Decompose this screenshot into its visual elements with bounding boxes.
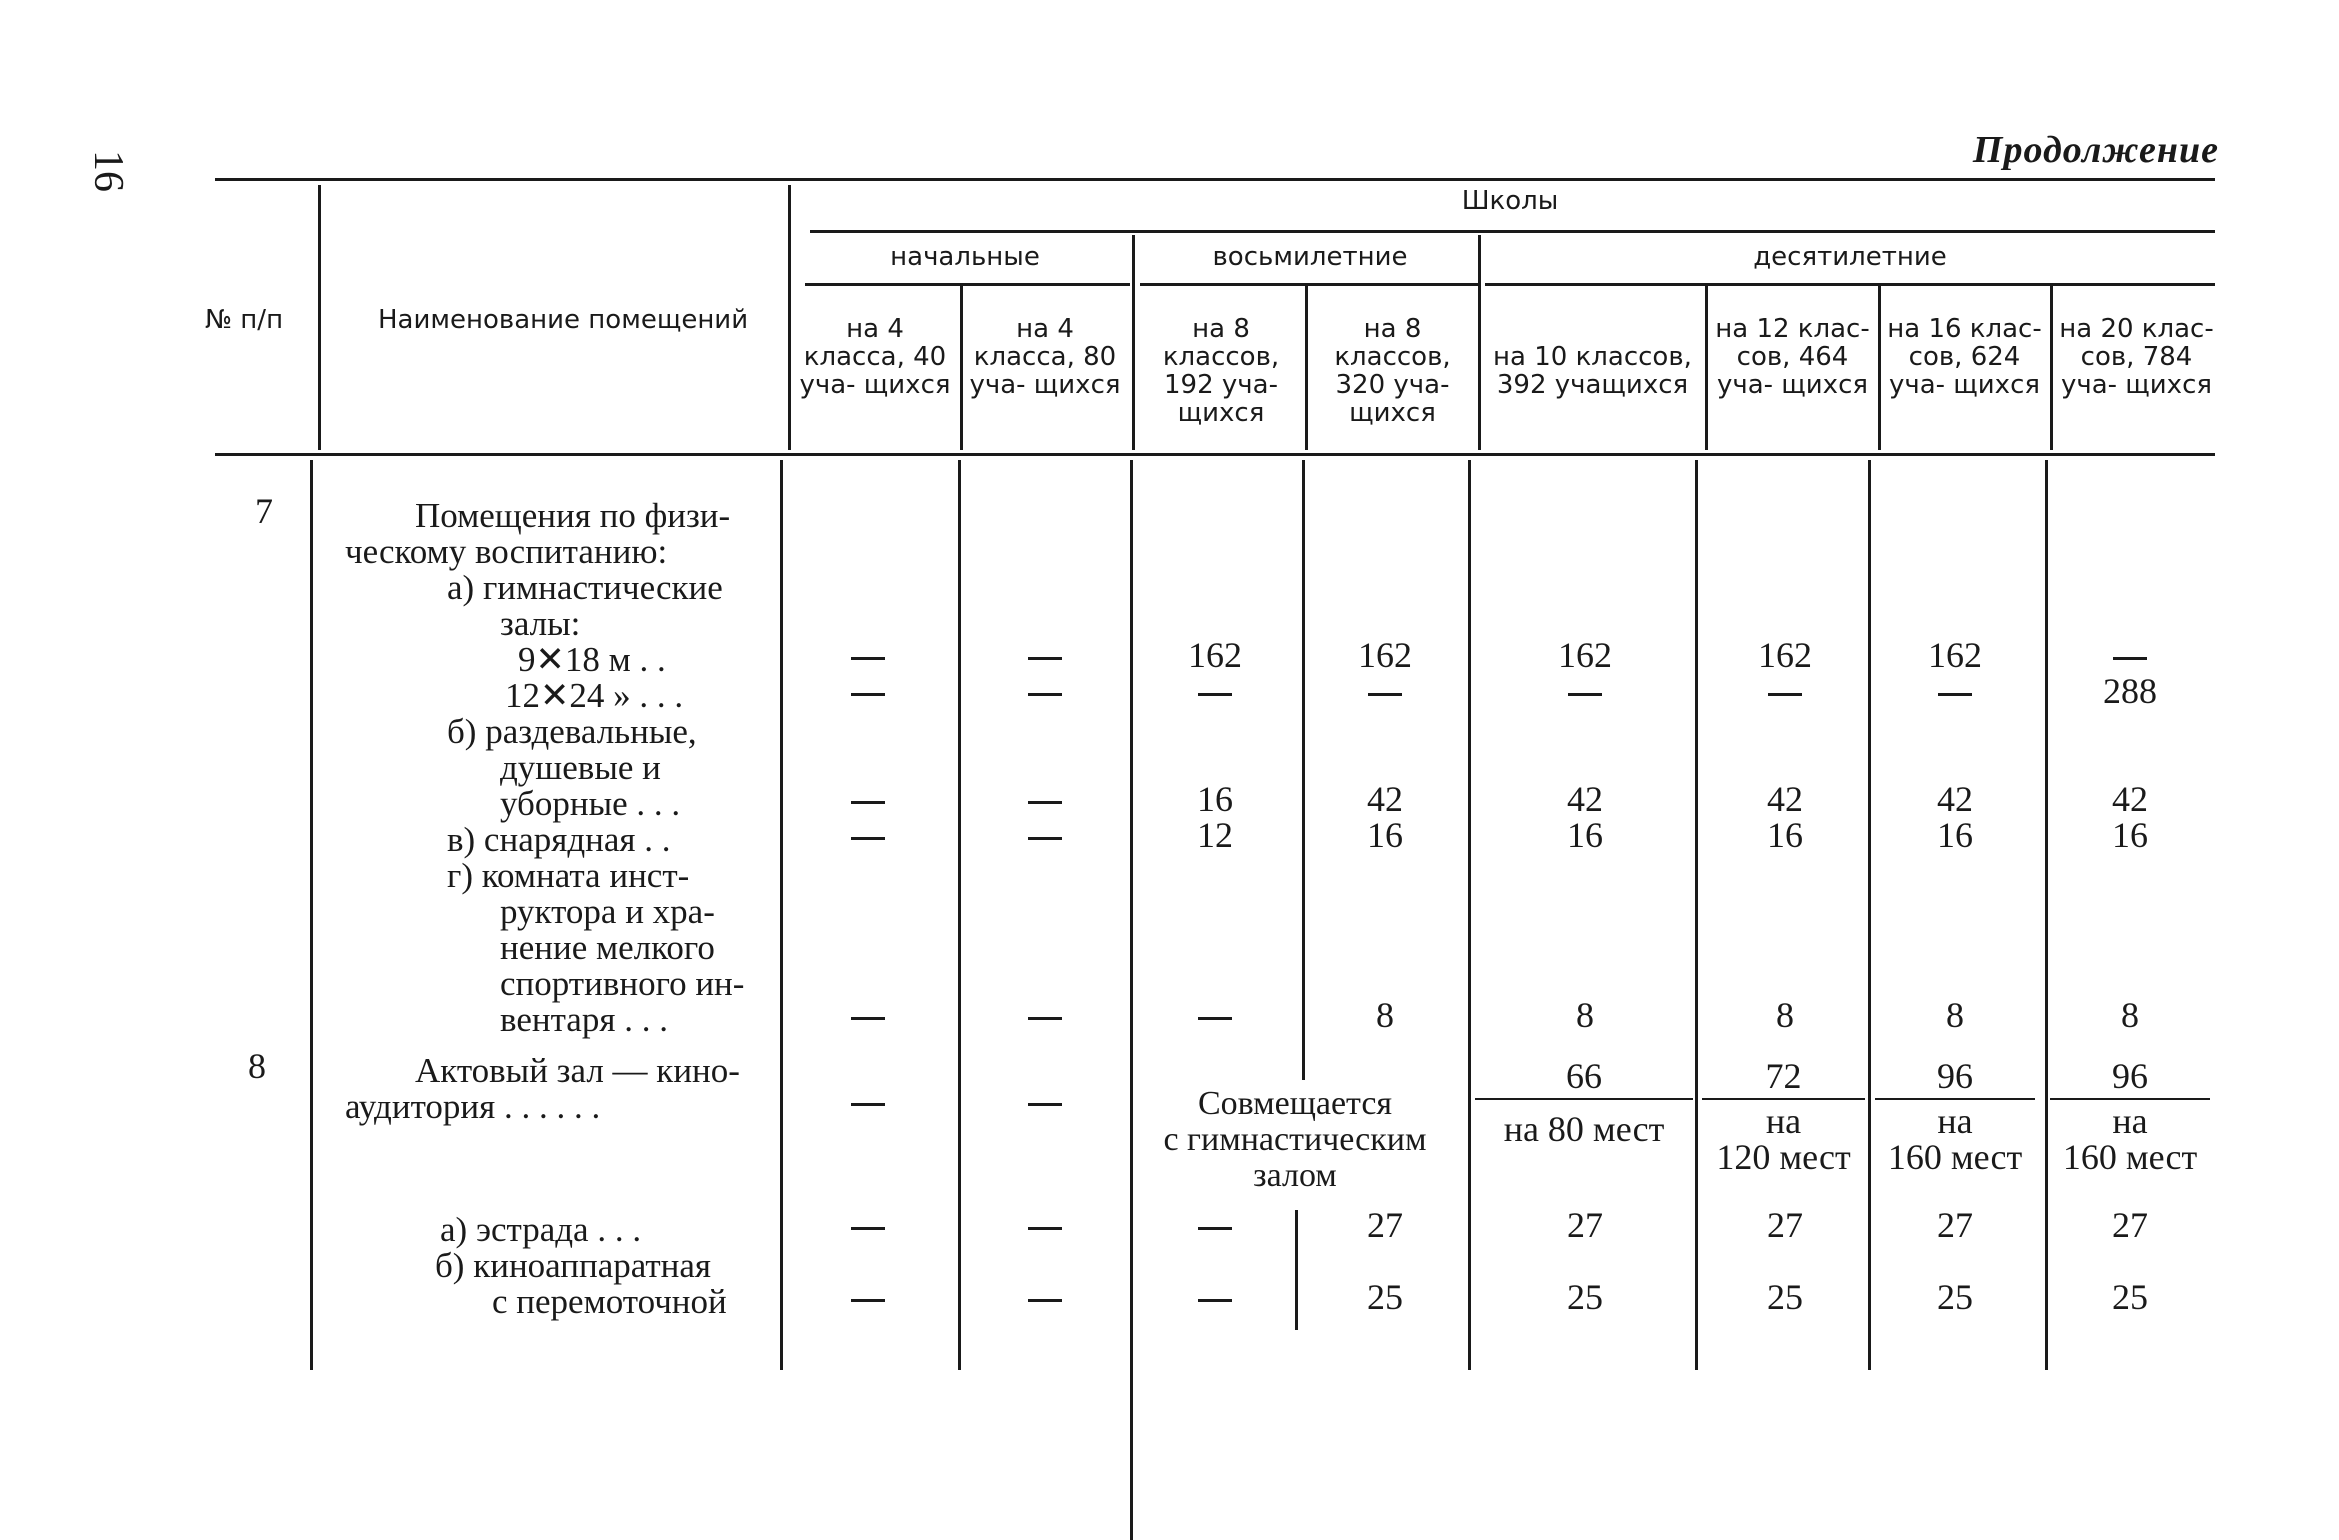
col-header-5: на 10 классов, 392 учащихся xyxy=(1493,342,1692,400)
row-7-name-2: ческому воспитанию: xyxy=(345,532,668,571)
r8-bottom-4b: 160 мест xyxy=(2062,1137,2198,1177)
r8b-cell-7: 25 xyxy=(1937,1277,1973,1317)
col-header-3: на 8 классов, 192 уча- щихся xyxy=(1162,314,1280,428)
r7g-cell-4: 8 xyxy=(1376,995,1394,1035)
row-7b-label-1: б) раздевальные, xyxy=(447,712,697,751)
name-col-header: Наименование помещений xyxy=(378,305,749,335)
r8-bottom-4a: на xyxy=(2112,1101,2148,1141)
col-line-1b xyxy=(780,460,783,1370)
r8-bottom-2a: на xyxy=(1765,1101,1802,1141)
r7a2-cell-1-dash xyxy=(851,693,885,696)
row-8b-label-2: с перемоточной xyxy=(492,1282,727,1321)
r7a2-cell-2-dash xyxy=(1028,693,1062,696)
r8-combined-3: залом xyxy=(1253,1157,1337,1194)
row-7b-label-2: душевые и xyxy=(500,748,661,787)
r8b-cell-8: 25 xyxy=(2112,1277,2148,1317)
r8a-cell-7: 27 xyxy=(1937,1205,1973,1245)
r7a2-cell-5-dash xyxy=(1568,693,1602,696)
r7v-cell-3: 12 xyxy=(1197,815,1233,855)
r8a-cell-5: 27 xyxy=(1567,1205,1603,1245)
table-top-rule xyxy=(215,178,2215,181)
r7g-cell-1-dash xyxy=(851,1017,885,1020)
r7v-cell-5: 16 xyxy=(1567,815,1603,855)
col-header-1: на 4 класса, 40 уча- щихся xyxy=(799,314,951,400)
r8a-cell-4: 27 xyxy=(1367,1205,1403,1245)
row-7a1-label: 9✕18 м . . xyxy=(518,640,666,679)
r7b-cell-4: 42 xyxy=(1367,779,1403,819)
r8-bottom-1: на 80 мест xyxy=(1503,1109,1665,1149)
r8-combined-2: с гимнастическим xyxy=(1163,1121,1427,1158)
row-8-name-2: аудитория . . . . . . xyxy=(345,1087,601,1126)
r8b-cell-5: 25 xyxy=(1567,1277,1603,1317)
header-bottom-rule xyxy=(215,453,2215,456)
group-rule-3 xyxy=(1485,283,2215,286)
col-line-5b xyxy=(1468,460,1471,1370)
col-line-2 xyxy=(960,285,963,450)
r7g-cell-8: 8 xyxy=(2121,995,2139,1035)
r8a-cell-1-dash xyxy=(851,1227,885,1230)
r8-rule-1 xyxy=(1475,1098,1693,1100)
col-line-0 xyxy=(318,185,321,450)
r8-bottom-2b: 120 мест xyxy=(1716,1137,1851,1177)
group-eight-year: восьмилетние xyxy=(1212,242,1408,272)
r7g-cell-2-dash xyxy=(1028,1017,1062,1020)
r8a-cell-2-dash xyxy=(1028,1227,1062,1230)
col-header-8: на 20 клас- сов, 784 уча- щихся xyxy=(2059,314,2214,400)
r7g-cell-7: 8 xyxy=(1946,995,1964,1035)
row-7-number: 7 xyxy=(255,491,273,531)
col-line-4b xyxy=(1302,460,1305,1080)
col-line-6b xyxy=(1695,460,1698,1370)
r7v-cell-8: 16 xyxy=(2112,815,2148,855)
col-line-1 xyxy=(788,185,791,450)
row-7g-label-1: г) комната инст- xyxy=(447,856,690,895)
row-7a-label: а) гимнастические xyxy=(447,568,723,607)
row-7a-label-2: залы: xyxy=(500,604,581,643)
r7a2-cell-4-dash xyxy=(1368,693,1402,696)
r8b-cell-1-dash xyxy=(851,1299,885,1302)
schools-rule xyxy=(810,230,2215,233)
r7b-cell-6: 42 xyxy=(1767,779,1803,819)
col-header-2: на 4 класса, 80 уча- щихся xyxy=(969,314,1121,400)
r7b-cell-8: 42 xyxy=(2112,779,2148,819)
r7a1-cell-1-dash xyxy=(851,657,885,660)
r7a1-cell-2-dash xyxy=(1028,657,1062,660)
r8-top-3: 96 xyxy=(1937,1056,1973,1096)
col-line-2b xyxy=(958,460,961,1370)
r7g-cell-3-dash xyxy=(1198,1017,1232,1020)
col-line-3b xyxy=(1130,460,1133,1540)
r7b-cell-3: 16 xyxy=(1197,779,1233,819)
row-8-name-1: Актовый зал — кино- xyxy=(415,1051,740,1090)
row-7g-label-5: вентаря . . . xyxy=(500,1000,668,1039)
r7a1-cell-3: 162 xyxy=(1188,635,1242,675)
r7a2-cell-3-dash xyxy=(1198,693,1232,696)
row-7-name-1: Помещения по физи- xyxy=(415,496,731,535)
r8-top-4: 96 xyxy=(2112,1056,2148,1096)
r7a2-cell-7-dash xyxy=(1938,693,1972,696)
r7v-cell-2-dash xyxy=(1028,837,1062,840)
r8a-cell-3-dash xyxy=(1198,1227,1232,1230)
row-8b-label-1: б) киноаппаратная xyxy=(435,1246,712,1285)
r7v-cell-7: 16 xyxy=(1937,815,1973,855)
r7v-cell-4: 16 xyxy=(1367,815,1403,855)
group-primary: начальные xyxy=(890,242,1040,272)
r7a1-cell-6: 162 xyxy=(1758,635,1812,675)
r7a2-cell-6-dash xyxy=(1768,693,1802,696)
col-line-0b xyxy=(310,460,313,1370)
col-line-3 xyxy=(1132,235,1135,450)
r7a1-cell-4: 162 xyxy=(1358,635,1412,675)
r8-top-1: 66 xyxy=(1566,1056,1602,1096)
page-number: 16 xyxy=(85,150,131,192)
r7b-cell-7: 42 xyxy=(1937,779,1973,819)
r8b-cell-2-dash xyxy=(1028,1299,1062,1302)
r8-bottom-3a: на xyxy=(1937,1101,1973,1141)
row-7v-label: в) снарядная . . xyxy=(447,820,671,859)
col-line-6 xyxy=(1705,285,1708,450)
group-rule-1 xyxy=(805,283,1130,286)
group-rule-2 xyxy=(1140,283,1480,286)
r8-bottom-3b: 160 мест xyxy=(1887,1137,2023,1177)
row-8a-label: а) эстрада . . . xyxy=(440,1210,642,1249)
row-7g-label-4: спортивного ин- xyxy=(500,964,745,1003)
col-line-8 xyxy=(2050,285,2053,450)
col-header-4: на 8 классов, 320 уча- щихся xyxy=(1334,314,1451,428)
running-head: Продолжение xyxy=(1972,129,2219,171)
r7g-cell-5: 8 xyxy=(1576,995,1594,1035)
r8a-cell-6: 27 xyxy=(1767,1205,1803,1245)
r8b-cell-4: 25 xyxy=(1367,1277,1403,1317)
col-header-6: на 12 клас- сов, 464 уча- щихся xyxy=(1715,314,1870,400)
r7g-cell-6: 8 xyxy=(1776,995,1794,1035)
num-col-header: № п/п xyxy=(205,305,284,335)
r7v-cell-6: 16 xyxy=(1767,815,1803,855)
schools-header: Школы xyxy=(1461,186,1559,216)
r8-combined-1: Совмещается xyxy=(1197,1085,1393,1122)
row-7a2-label: 12✕24 » . . . xyxy=(505,676,684,715)
r7a1-cell-5: 162 xyxy=(1558,635,1612,675)
r7b-cell-2-dash xyxy=(1028,801,1062,804)
r7b-cell-5: 42 xyxy=(1567,779,1603,819)
col-line-7b xyxy=(1868,460,1871,1370)
r8-cell-1-dash xyxy=(851,1103,885,1106)
col-line-4c xyxy=(1295,1210,1298,1330)
r7v-cell-1-dash xyxy=(851,837,885,840)
col-line-4 xyxy=(1305,285,1308,450)
row-7g-label-2: руктора и хра- xyxy=(500,892,715,931)
r8-top-2: 72 xyxy=(1765,1056,1802,1096)
row-7g-label-3: нение мелкого xyxy=(500,928,715,967)
col-header-7: на 16 клас- сов, 624 уча- щихся xyxy=(1887,314,2042,400)
col-line-7 xyxy=(1878,285,1881,450)
r7a1-cell-8-dash xyxy=(2113,657,2147,660)
r8b-cell-6: 25 xyxy=(1767,1277,1803,1317)
col-line-8b xyxy=(2045,460,2048,1370)
r7a2-cell-8: 288 xyxy=(2103,671,2157,711)
group-ten-year: десятилетние xyxy=(1753,242,1947,272)
r8b-cell-3-dash xyxy=(1198,1299,1232,1302)
row-8-number: 8 xyxy=(248,1046,266,1086)
r7a1-cell-7: 162 xyxy=(1928,635,1982,675)
row-7b-label-3: уборные . . . xyxy=(500,784,681,823)
r7b-cell-1-dash xyxy=(851,801,885,804)
r8a-cell-8: 27 xyxy=(2112,1205,2148,1245)
r8-cell-2-dash xyxy=(1028,1103,1062,1106)
